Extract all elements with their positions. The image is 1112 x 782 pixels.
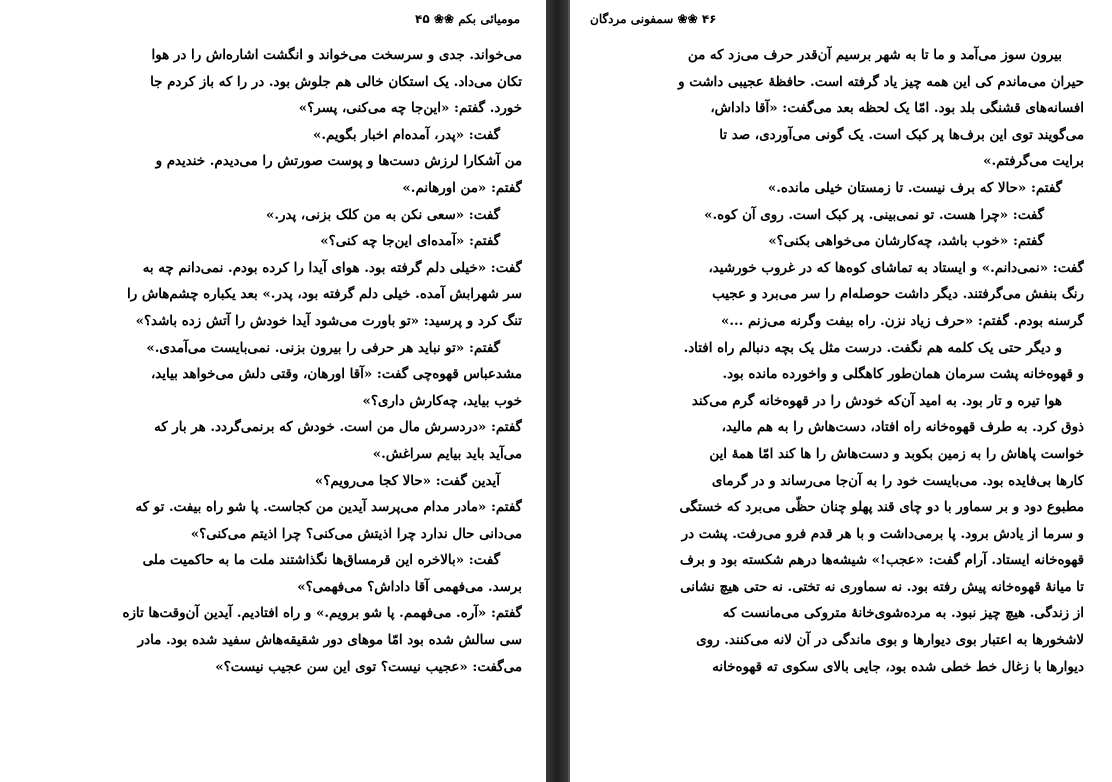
- text-line: گفت: «بالاخره این قرمساق‌ها نگذاشتند ملت ما به حاکمیت ملی: [142, 552, 500, 569]
- right-page-text: [592, 42, 1084, 680]
- text-line: می‌آید باید بیایم سراغش.»: [372, 445, 522, 462]
- text-line: خوب بیاید، چه‌کارش داری؟»: [362, 392, 522, 409]
- text-line: برایت می‌گرفتم.»: [983, 153, 1084, 170]
- text-line: گفت: «نمی‌دانم.» و ایستاد به تماشای کوه‌ها که در غروب خورشید،: [708, 259, 1084, 276]
- text-line: گفتم: «خوب باشد، چه‌کارشان می‌خواهی بکنی؟»: [768, 233, 1044, 250]
- text-line: گفتم: «تو نباید هر حرفی را بیرون بزنی. نمی‌بایست می‌آمدی.»: [146, 339, 500, 356]
- page-number: ۴۵: [415, 12, 430, 26]
- text-line: قهوه‌خانه ایستاد. آرام گفت: «عجب!» شیشه‌ها درهم شکسته بود و برف: [679, 552, 1084, 569]
- text-line: می‌گویند توی این برف‌ها پر کبک است. یک گونی می‌آوردی، صد تا: [719, 126, 1084, 143]
- text-line: تا میانهٔ قهوه‌خانه پیش رفته بود. نه سماوری نه تختی. نه حتی هیچ نشانی: [680, 578, 1084, 595]
- text-line: گفتم: «دردسرش مال من است. خودش که برنمی‌گردد. هر بار که: [154, 419, 522, 436]
- text-line: تنگ کرد و پرسید: «تو باورت می‌شود آیدا خودش را آتش زده باشد؟»: [135, 312, 522, 329]
- text-line: می‌دانی حال ندارد چرا اذیتش می‌کنی؟ چرا اذیتم می‌کنی؟»: [190, 525, 522, 542]
- book-gutter: [546, 0, 568, 782]
- text-line: بیرون سوز می‌آمد و ما تا به شهر برسیم آن‌قدر حرف می‌زد که من: [687, 47, 1062, 63]
- text-line: حیران می‌ماندم کی این همه چیز یاد گرفته است. حافظهٔ عجیبی داشت و: [678, 73, 1084, 90]
- text-line: گفتم: «مادر مدام می‌پرسد آیدین من کجاست. پا شو راه بیفت. تو که: [135, 499, 522, 516]
- running-title-text: سمفونی مردگان: [590, 12, 674, 26]
- header-ornament: ❀❀: [433, 12, 454, 26]
- text-line: گفتم: «آمده‌ای این‌جا چه کنی؟»: [320, 233, 500, 250]
- text-line: و قهوه‌خانه پشت سرمان همان‌طور کاهگلی و واخورده مانده بود.: [722, 366, 1084, 383]
- text-line: می‌خواند. جدی و سرسخت می‌خواند و انگشت اشاره‌اش را در هوا: [151, 47, 522, 63]
- text-line: گفت: «سعی نکن به من کلک بزنی، پدر.»: [265, 206, 500, 223]
- right-page-header: [590, 10, 1084, 28]
- text-line: دیوارها با زغال خط خطی شده بود، جایی بالای سکوی ته قهوه‌خانه: [712, 658, 1084, 675]
- text-line: سر شهرابش آمده. خیلی دلم گرفته بود، پدر.» بعد یکباره چشم‌هاش را: [127, 286, 522, 303]
- text-line: رنگ بنفش می‌گرفتند. دیگر داشت حوصله‌ام را سر می‌برد و عجیب: [712, 286, 1084, 303]
- text-line: لاشخورها به اعتبار بوی دیوارها و بوی ماندگی در آن لانه می‌کنند. روی: [696, 632, 1084, 649]
- running-title: [590, 12, 717, 26]
- header-ornament: ❀❀: [677, 12, 698, 26]
- text-line: خواست پاهاش را به زمین بکوبد و دست‌هاش را ها کند امّا همهٔ این: [709, 445, 1084, 462]
- text-line: مشدعباس قهوه‌چی گفت: «آقا اورهان، وقتی دلش می‌خواهد بیاید،: [150, 366, 522, 383]
- text-line: من آشکارا لرزش دست‌ها و پوست صورتش را می‌دیدم. خندیدم و: [155, 153, 522, 170]
- text-line: گفت: «پدر، آمده‌ام اخبار بگویم.»: [312, 126, 500, 143]
- text-line: از زندگی. هیچ چیز نبود. به مرده‌شوی‌خانهٔ متروکی می‌مانست که: [722, 605, 1084, 622]
- left-page: [0, 0, 546, 782]
- text-line: گفت: «چرا هست. تو نمی‌بینی. پر کبک است. روی آن کوه.»: [704, 206, 1044, 223]
- text-line: و سرما از یادش برود. پا برمی‌داشت و با هر قدم فرو می‌رفت. پشت در: [681, 525, 1084, 542]
- page-number: ۴۶: [701, 12, 717, 26]
- running-title-text: مومیائی بکم: [458, 12, 520, 26]
- left-page-header: [28, 10, 520, 28]
- text-line: گفتم: «من اورهانم.»: [402, 179, 522, 196]
- text-line: می‌گفت: «عجیب نیست؟ توی این سن عجیب نیست؟»: [215, 658, 522, 675]
- text-line: تکان می‌داد. یک استکان خالی هم جلوش بود. در را که باز کردم جا: [150, 73, 522, 90]
- text-line: ذوق کرد. به طرف قهوه‌خانه راه افتاد، دست‌هاش را به هم مالید،: [721, 419, 1084, 436]
- right-page: [568, 0, 1112, 782]
- text-line: کارها بی‌فایده بود. می‌بایست خود را به آن‌جا می‌رساند و در گرمای: [711, 472, 1084, 489]
- text-line: و دیگر حتی یک کلمه هم نگفت. درست مثل یک بچه دنبالم راه افتاد.: [683, 339, 1062, 356]
- text-line: گفتم: «آره. می‌فهمم. پا شو برویم.» و راه افتادیم. آیدین آن‌وقت‌ها تازه: [122, 605, 522, 622]
- text-line: آیدین گفت: «حالا کجا می‌رویم؟»: [314, 472, 500, 489]
- text-line: هوا تیره و تار بود. به امید آن‌که خودش را در قهوه‌خانه گرم می‌کند: [691, 392, 1062, 409]
- text-line: خورد. گفتم: «این‌جا چه می‌کنی، پسر؟»: [298, 100, 522, 117]
- running-title: [415, 12, 520, 26]
- text-line: گرسنه بودم. گفتم: «حرف زیاد نزن. راه بیفت وگرنه می‌زنم ...»: [720, 312, 1084, 329]
- text-line: افسانه‌های قشنگی بلد بود. امّا یک لحظه بعد می‌گفت: «آقا داداش،: [710, 100, 1084, 117]
- text-line: سی سالش شده بود امّا موهای دور شقیقه‌هاش سفید شده بود. مادر: [137, 632, 522, 649]
- text-line: گفتم: «حالا که برف نیست. تا زمستان خیلی مانده.»: [767, 179, 1062, 196]
- left-page-text: [30, 42, 522, 680]
- text-line: گفت: «خیلی دلم گرفته بود. هوای آیدا را کرده بودم. نمی‌دانم چه به: [142, 259, 522, 276]
- text-line: برسد. می‌فهمی آقا داداش؟ می‌فهمی؟»: [297, 578, 522, 595]
- text-line: مطبوع دود و بر سماور با دو چای قند پهلو چنان حظّی می‌برد که خستگی: [679, 499, 1084, 516]
